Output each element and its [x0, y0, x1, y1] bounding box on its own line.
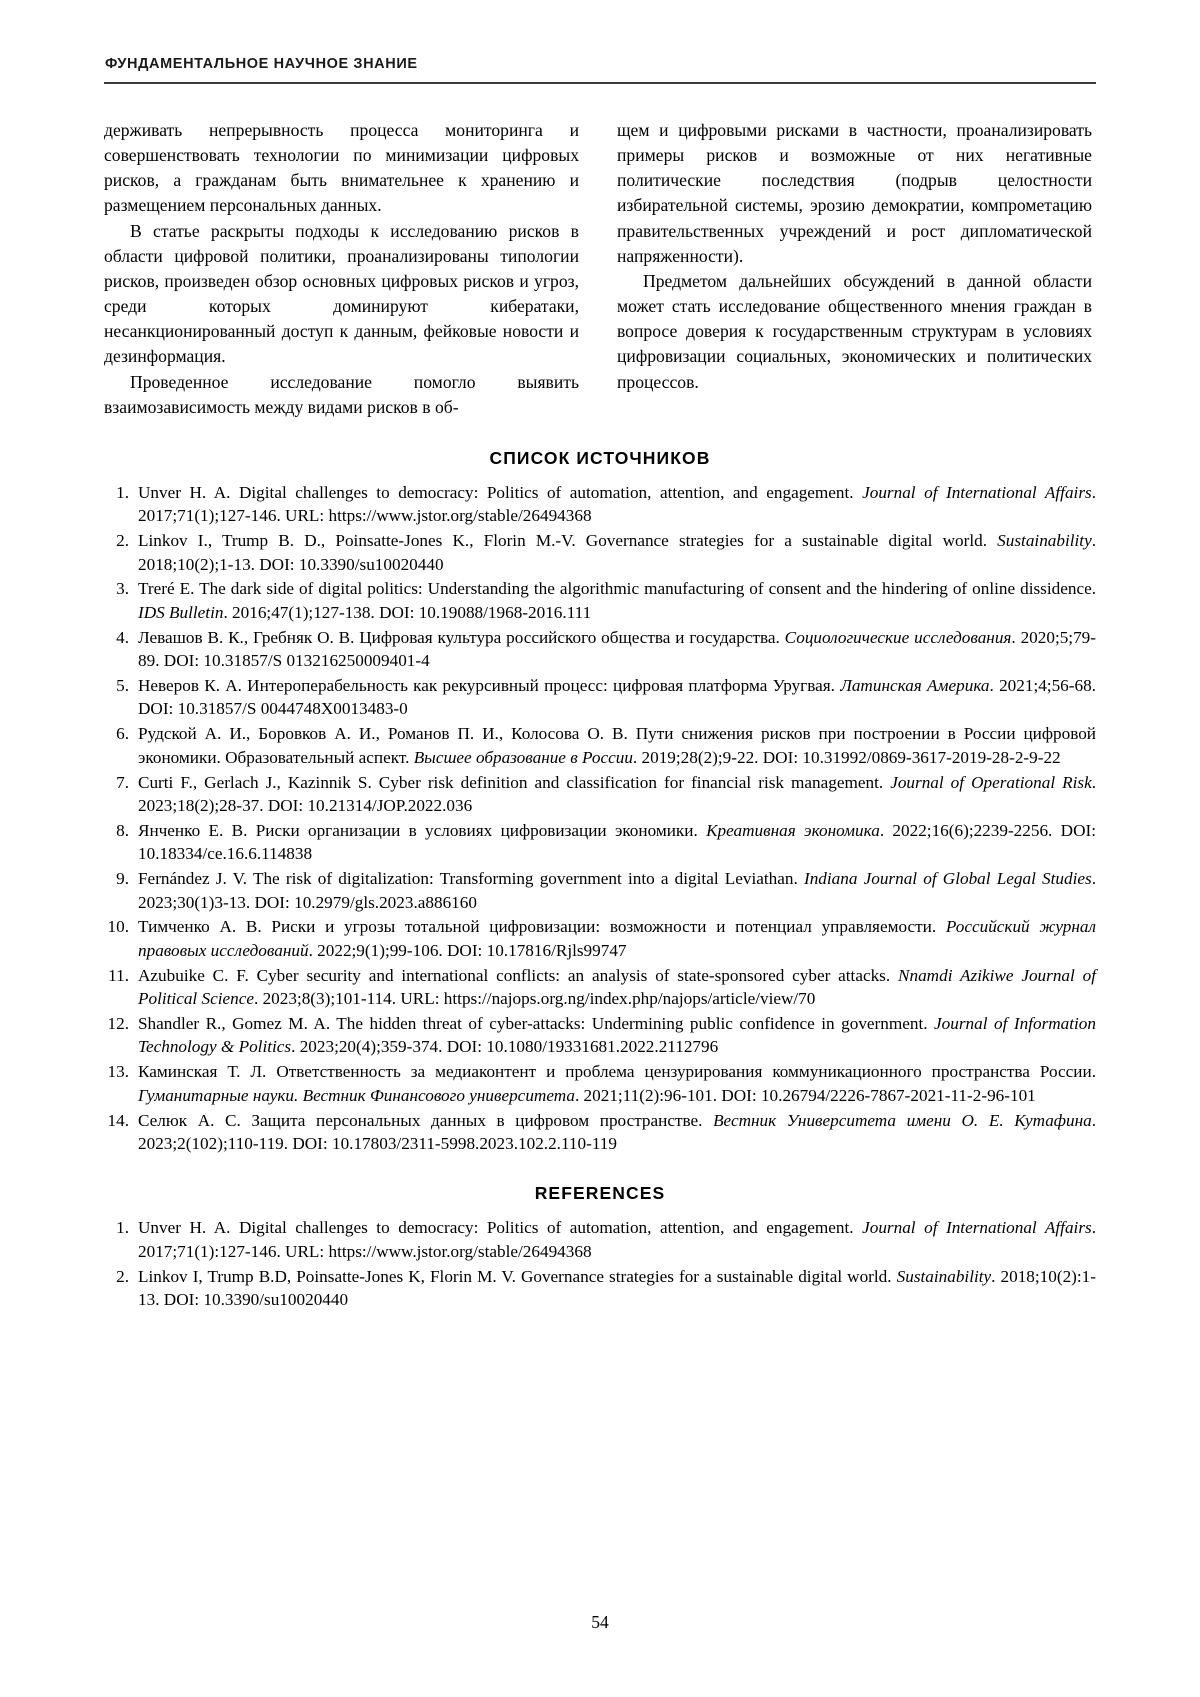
header-divider — [104, 82, 1096, 84]
reference-segment: Curti F., Gerlach J., Kazinnik S. Cyber risk definition and classification for financial risk management. — [138, 772, 891, 792]
reference-segment: Unver H. A. Digital challenges to democracy: Politics of automation, attention, and engagement. — [138, 1218, 863, 1238]
reference-text — [138, 1012, 1096, 1059]
reference-number: 3. — [116, 579, 129, 599]
reference-item — [104, 722, 1096, 769]
reference-number: 13. — [107, 1062, 129, 1082]
reference-segment: . 2023;8(3);101-114. URL: https://najops.org.ng/index.php/najops/article/view/70 — [253, 989, 816, 1009]
reference-item — [104, 674, 1096, 721]
reference-segment: Тимченко А. В. Риски и угрозы тотальной цифровизации: возможности и потенциал управляемости. — [138, 917, 946, 937]
reference-text — [138, 915, 1096, 962]
reference-segment: Рудской А. И., Боровков А. И., Романов П. И., Колосова О. В. Пути снижения рисков при построении в России цифровой экономики. Образовательный аспект. — [138, 724, 1096, 767]
reference-number: 7. — [116, 772, 129, 792]
reference-number: 9. — [116, 869, 129, 889]
reference-text — [138, 577, 1096, 624]
reference-segment: Янченко Е. В. Риски организации в условиях цифровизации экономики. — [138, 820, 707, 840]
reference-segment: Linkov I, Trump B.D, Poinsatte-Jones K, Florin M. V. Governance strategies for a sustainable digital world. — [138, 1266, 897, 1286]
reference-segment: Azubuike C. F. Cyber security and international conflicts: an analysis of state-sponsored cyber attacks. — [138, 965, 899, 985]
reference-number: 2. — [116, 1266, 129, 1286]
reference-segment: Селюк А. С. Защита персональных данных в цифровом пространстве. — [138, 1110, 714, 1130]
reference-number: 4. — [116, 627, 129, 647]
reference-number: 2. — [116, 531, 129, 551]
reference-item — [104, 1216, 1096, 1263]
reference-item — [104, 819, 1096, 866]
page-number: 54 — [591, 1612, 609, 1632]
reference-number: 11. — [108, 965, 129, 985]
reference-number: 5. — [116, 676, 129, 695]
reference-segment: Unver H. A. Digital challenges to democracy: Politics of automation, attention, and engagement. — [138, 482, 863, 502]
reference-text — [138, 674, 1096, 721]
reference-text — [138, 1216, 1096, 1263]
reference-source-title: Российский журнал правовых исследований — [138, 917, 1096, 960]
reference-source-title: Социологические исследования — [784, 627, 1012, 647]
right-column — [617, 118, 1092, 420]
reference-item — [104, 529, 1096, 576]
reference-source-title: IDS Bulletin — [138, 602, 224, 622]
left-column — [104, 118, 579, 420]
reference-segment: . 2019;28(2);9-22. DOI: 10.31992/0869-3617-2019-28-2-9-22 — [632, 747, 1061, 767]
reference-text — [138, 626, 1096, 673]
reference-segment: Linkov I., Trump B. D., Poinsatte-Jones K., Florin M.-V. Governance strategies for a sustainable digital world. — [138, 531, 998, 551]
running-head: ФУНДАМЕНТАЛЬНОЕ НАУЧНОЕ ЗНАНИЕ — [105, 56, 418, 72]
reference-number: 14. — [107, 1110, 129, 1130]
reference-text — [138, 819, 1096, 866]
reference-source-title: Креативная экономика — [706, 820, 880, 840]
reference-number: 6. — [116, 724, 129, 744]
reference-number: 1. — [116, 1218, 129, 1238]
reference-text — [138, 867, 1096, 914]
reference-text — [138, 964, 1096, 1011]
reference-segment: . 2018;10(2):1-13. DOI: 10.3390/su10020440 — [138, 1266, 1096, 1309]
reference-item — [104, 867, 1096, 914]
reference-item — [104, 1265, 1096, 1312]
reference-text — [138, 481, 1096, 528]
reference-source-title: Латинская Америка — [840, 676, 990, 695]
reference-segment: . 2021;11(2):96-101. DOI: 10.26794/2226-7867-2021-11-2-96-101 — [574, 1085, 1036, 1105]
sources-list — [104, 481, 1096, 1155]
reference-source-title: Indiana Journal of Global Legal Studies — [803, 869, 1092, 889]
reference-number: 12. — [107, 1013, 129, 1033]
references-heading: REFERENCES — [534, 1183, 666, 1204]
reference-item — [104, 626, 1096, 673]
reference-number: 8. — [116, 820, 129, 840]
reference-segment: . 2016;47(1);127-138. DOI: 10.19088/1968-2016.111 — [223, 602, 592, 622]
paragraph: держивать непрерывность процесса мониторинга и совершенствовать технологии по минимизации цифровых рисков, а гражданам быть внимательнее к хранению и размещением персональных данных. — [104, 120, 579, 216]
reference-item — [104, 1012, 1096, 1059]
body-columns — [104, 118, 1096, 420]
reference-segment: . 2022;16(6);2239-2256. DOI: 10.18334/ce.16.6.114838 — [138, 820, 1097, 864]
reference-segment: Fernández J. V. The risk of digitalization: Transforming government into a digital Leviathan. — [138, 869, 804, 889]
reference-item — [104, 481, 1096, 528]
reference-item — [104, 1060, 1096, 1107]
reference-segment: Левашов В. К., Гребняк О. В. Цифровая культура российского общества и государства. — [138, 627, 785, 647]
reference-text — [138, 722, 1096, 769]
reference-segment: . 2018;10(2);1-13. DOI: 10.3390/su10020440 — [138, 531, 1096, 574]
reference-segment: . 2022;9(1);99-106. DOI: 10.17816/Rjls99747 — [308, 940, 627, 960]
reference-source-title: Высшее образование в России — [413, 747, 633, 767]
reference-segment: Каминская Т. Л. Ответственность за медиаконтент и проблема цензурирования коммуникационного пространства России. — [138, 1062, 1096, 1082]
paragraph: щем и цифровыми рисками в частности, проанализировать примеры рисков и возможные от них негативные политические последствия (подрыв целостности избирательной системы, эрозию демократии, компрометацию правительственных учреждений и рост дипломатической напряженности). — [617, 120, 1092, 266]
reference-segment: . 2017;71(1):127-146. URL: https://www.jstor.org/stable/26494368 — [138, 1218, 1096, 1261]
reference-item — [104, 915, 1096, 962]
reference-item — [104, 964, 1096, 1011]
reference-source-title: Journal of International Affairs — [862, 1218, 1092, 1238]
sources-heading: СПИСОК ИСТОЧНИКОВ — [489, 447, 711, 468]
paragraph: Предметом дальнейших обсуждений в данной области может стать исследование общественного мнения граждан в вопросе доверия к государственным структурам в условиях цифровизации социальных, экономических и политических процессов. — [617, 270, 1092, 392]
reference-source-title: Journal of Operational Risk — [890, 772, 1092, 792]
reference-segment: . 2020;5;79-89. DOI: 10.31857/S 013216250009401-4 — [138, 627, 1096, 671]
reference-number: 1. — [116, 482, 129, 502]
reference-segment: . 2023;18(2);28-37. DOI: 10.21314/JOP.2022.036 — [138, 772, 1097, 815]
references-list — [104, 1216, 1096, 1311]
paragraph: Проведенное исследование помогло выявить взаимозависимость между видами рисков в об- — [104, 371, 579, 417]
reference-text — [138, 1060, 1096, 1107]
reference-item — [104, 771, 1096, 818]
reference-item — [104, 1109, 1096, 1156]
reference-segment: . 2023;30(1)3-13. DOI: 10.2979/gls.2023.a886160 — [138, 869, 1096, 912]
reference-text — [138, 529, 1096, 576]
reference-text — [138, 1265, 1096, 1312]
reference-source-title: Гуманитарные науки. Вестник Финансового университета — [138, 1085, 575, 1105]
reference-segment: Shandler R., Gomez M. A. The hidden threat of cyber-attacks: Undermining public confidence in government. — [138, 1013, 935, 1033]
reference-item — [104, 577, 1096, 624]
reference-source-title: Sustainability — [997, 531, 1092, 551]
reference-segment: Неверов К. А. Интероперабельность как рекурсивный процесс: цифровая платформа Уругвая. — [138, 676, 841, 695]
reference-segment: . 2023;20(4);359-374. DOI: 10.1080/19331681.2022.2112796 — [291, 1037, 719, 1057]
paragraph: В статье раскрыты подходы к исследованию рисков в области цифровой политики, проанализированы типологии рисков, произведен обзор основных цифровых рисков и угроз, среди которых доминируют кибератаки, несанкционированный доступ к данным, фейковые новости и дезинформация. — [104, 220, 579, 367]
reference-number: 10. — [107, 917, 129, 937]
reference-source-title: Journal of Information Technology & Politics — [138, 1013, 1096, 1057]
reference-text — [138, 771, 1096, 818]
reference-source-title: Sustainability — [896, 1266, 992, 1286]
reference-segment: . 2023;2(102);110-119. DOI: 10.17803/2311-5998.2023.102.2.110-119 — [138, 1110, 1096, 1153]
reference-segment: . 2021;4;56-68. DOI: 10.31857/S 0044748X0013483-0 — [138, 676, 1096, 719]
reference-source-title: Journal of International Affairs — [862, 482, 1092, 502]
reference-source-title: Вестник Университета имени О. Е. Кутафина — [713, 1110, 1092, 1130]
reference-segment: . 2017;71(1);127-146. URL: https://www.jstor.org/stable/26494368 — [138, 482, 1096, 526]
reference-source-title: Nnamdi Azikiwe Journal of Political Science — [138, 965, 1096, 1009]
reference-text — [138, 1109, 1096, 1156]
reference-segment: Treré E. The dark side of digital politics: Understanding the algorithmic manufacturing of consent and the hindering of online dissidence. — [138, 579, 1096, 599]
